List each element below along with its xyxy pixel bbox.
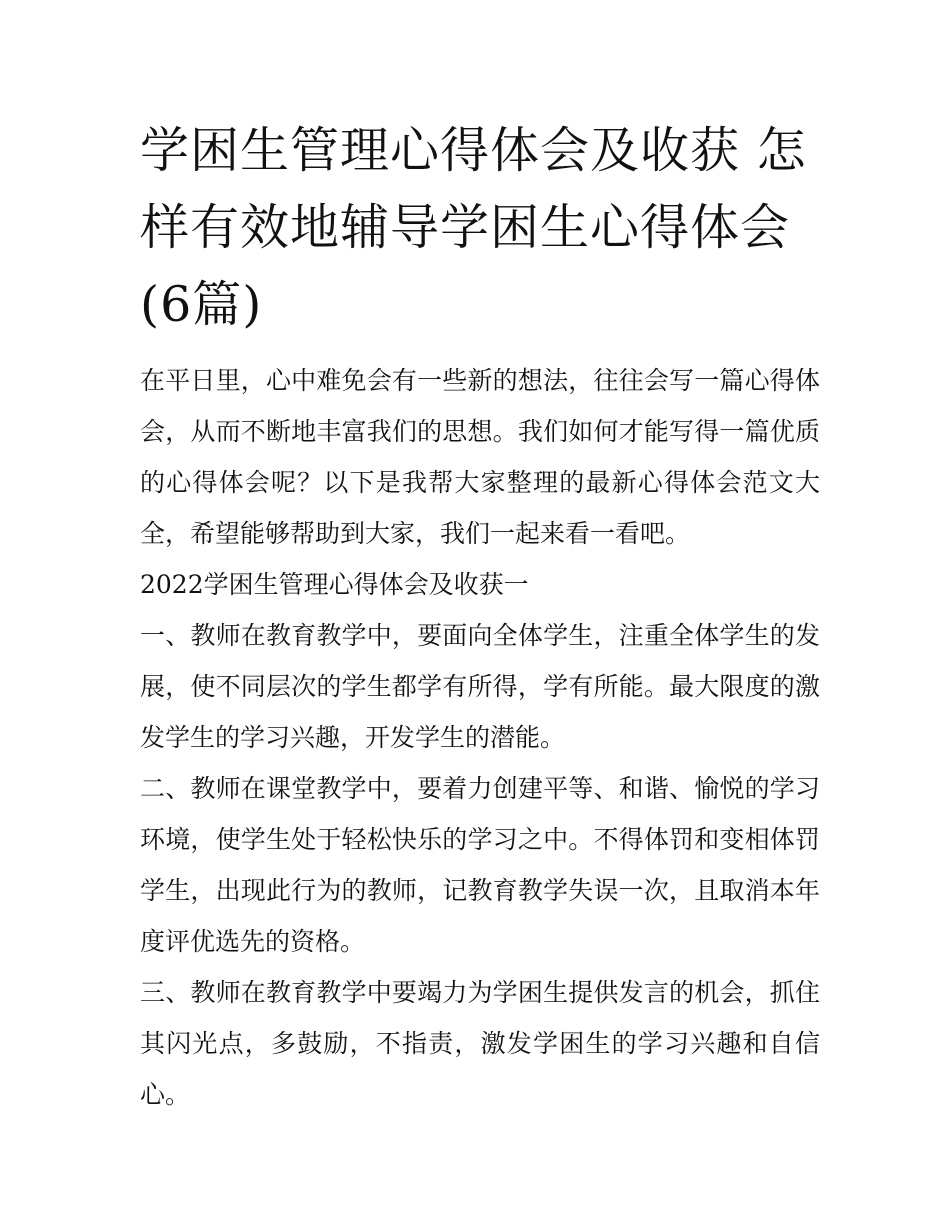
document-title: 学困生管理心得体会及收获 怎样有效地辅导学困生心得体会(6篇) — [140, 122, 807, 333]
body-paragraph-1: 一、教师在教育教学中，要面向全体学生，注重全体学生的发展，使不同层次的学生都学有所得，学有所能。最大限度的激发学生的学习兴趣，开发学生的潜能。 — [140, 621, 820, 752]
document-body — [140, 355, 820, 1120]
body-paragraph-3: 三、教师在教育教学中要竭力为学困生提供发言的机会，抓住其闪光点，多鼓励，不指责，激发学困生的学习兴趣和自信心。 — [140, 978, 820, 1109]
document-page — [140, 112, 820, 1120]
body-paragraph-2: 二、教师在课堂教学中，要着力创建平等、和谐、愉悦的学习环境，使学生处于轻松快乐的学习之中。不得体罚和变相体罚学生，出现此行为的教师，记教育教学失误一次，且取消本年度评优选先的资格。 — [140, 774, 820, 956]
intro-paragraph: 在平日里，心中难免会有一些新的想法，往往会写一篇心得体会，从而不断地丰富我们的思想。我们如何才能写得一篇优质的心得体会呢？以下是我帮大家整理的最新心得体会范文大全，希望能够帮助到大家，我们一起来看一看吧。 — [140, 366, 820, 548]
section-heading: 2022学困生管理心得体会及收获一 — [140, 570, 529, 599]
